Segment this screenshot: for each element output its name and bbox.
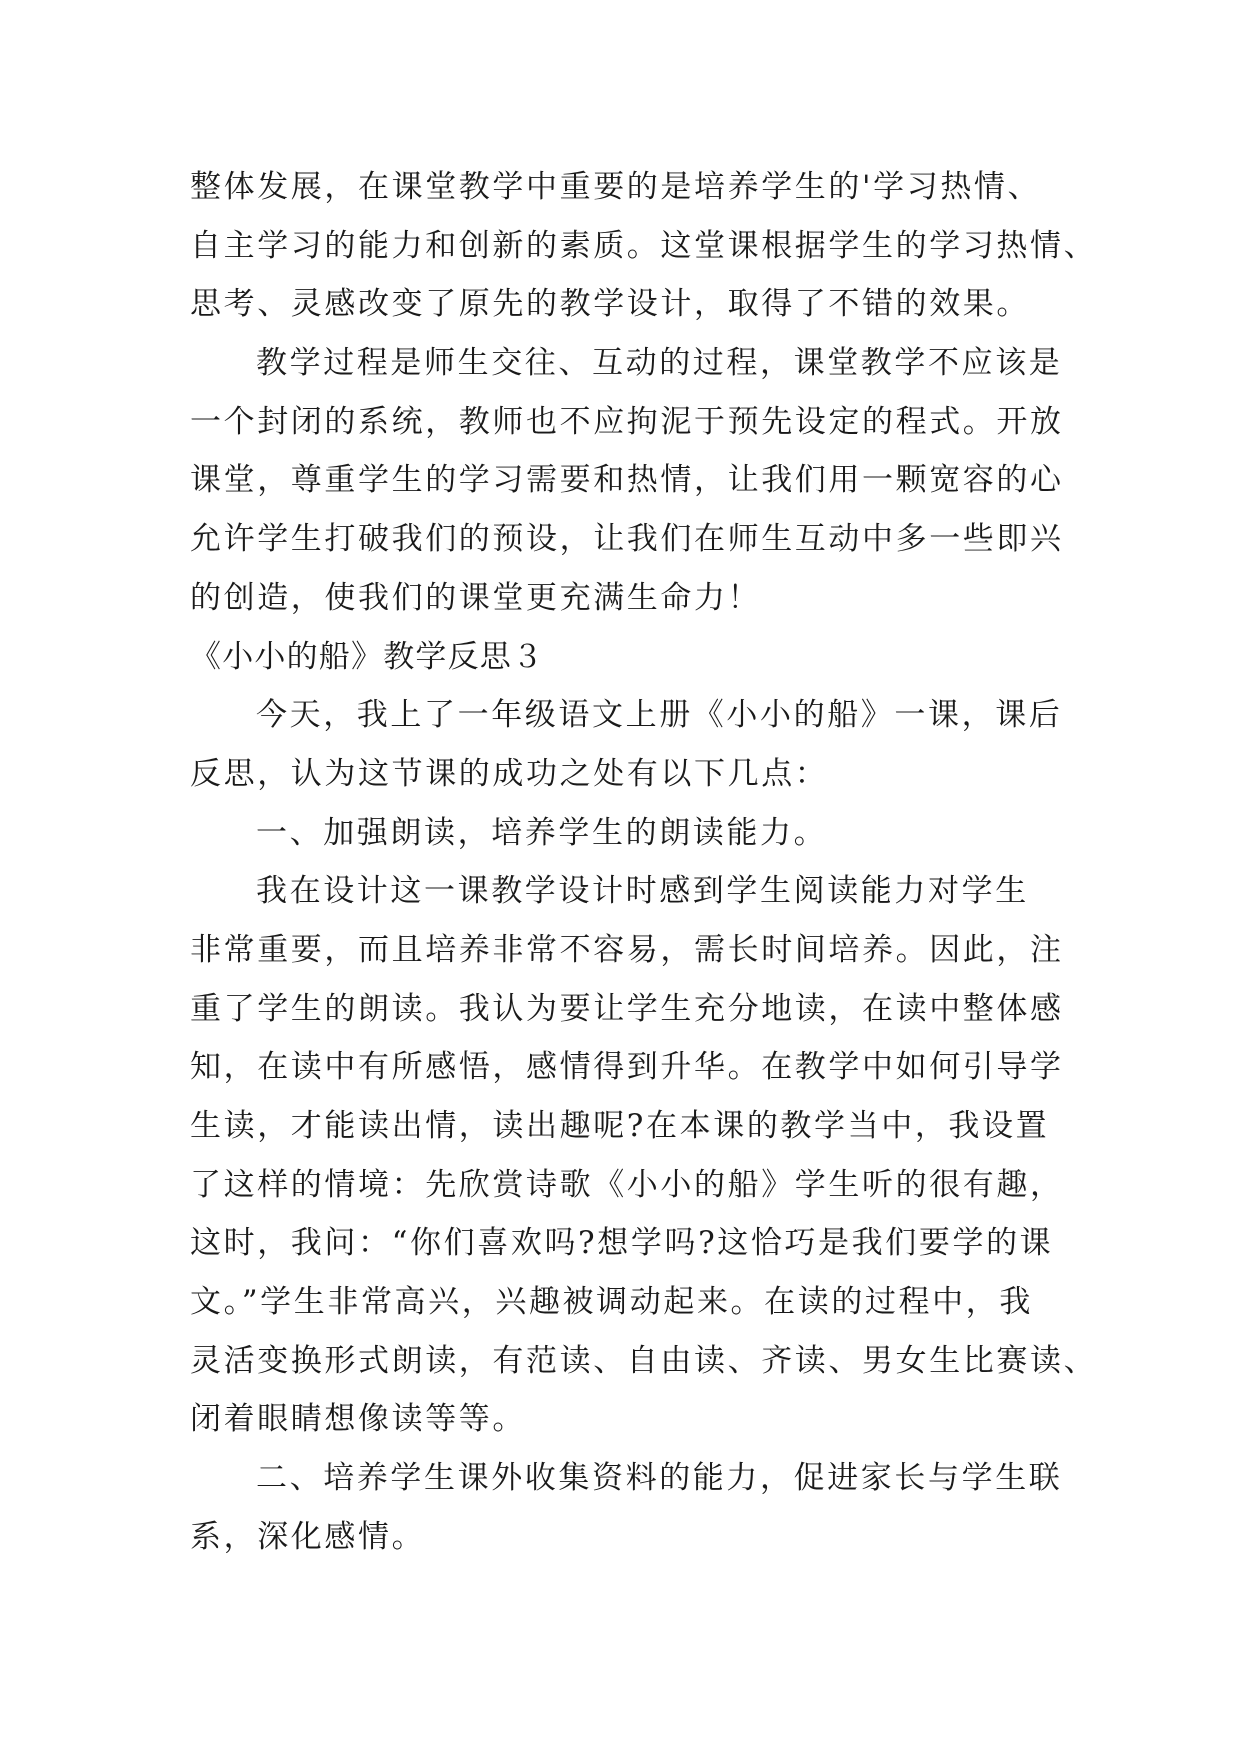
paragraph-line: 这时，我问：“你们喜欢吗?想学吗?这恰巧是我们要学的课	[190, 1225, 1054, 1262]
paragraph-line: 允许学生打破我们的预设，让我们在师生互动中多一些即兴	[190, 521, 1064, 558]
paragraph-line: 知，在读中有所感悟，感情得到升华。在教学中如何引导学	[190, 1049, 1064, 1086]
paragraph-line: 自主学习的能力和创新的素质。这堂课根据学生的学习热情、	[190, 227, 1098, 264]
paragraph-line: 生读，才能读出情，读出趣呢?在本课的教学当中，我设置	[190, 1108, 1050, 1144]
paragraph-line: 灵活变换形式朗读，有范读、自由读、齐读、男女生比赛读、	[190, 1342, 1098, 1379]
paragraph-line: 系，深化感情。	[190, 1518, 426, 1555]
paragraph-line: 教学过程是师生交往、互动的过程，课堂教学不应该是	[256, 345, 1063, 382]
document-body	[190, 158, 1098, 1567]
section-heading: 《小小的船》教学反思３	[190, 638, 545, 675]
paragraph-line: 课堂，尊重学生的学习需要和热情，让我们用一颗宽容的心	[190, 462, 1064, 499]
paragraph-line: 一个封闭的系统，教师也不应拘泥于预先设定的程式。开放	[190, 403, 1064, 440]
paragraph-line: 思考、灵感改变了原先的教学设计，取得了不错的效果。	[190, 286, 1030, 323]
paragraph-line: 的创造，使我们的课堂更充满生命力！	[190, 579, 762, 616]
paragraph-line: 了这样的情境：先欣赏诗歌《小小的船》学生听的很有趣，	[190, 1166, 1064, 1203]
paragraph-line: 一、加强朗读，培养学生的朗读能力。	[256, 814, 828, 851]
paragraph-line: 整体发展，在课堂教学中重要的是培养学生的'学习热情、	[190, 169, 1042, 205]
paragraph-line: 闭着眼睛想像读等等。	[190, 1401, 526, 1438]
paragraph-line: 反思，认为这节课的成功之处有以下几点：	[190, 755, 829, 792]
paragraph-line: 今天，我上了一年级语文上册《小小的船》一课，课后	[256, 697, 1063, 734]
paragraph-line: 文。”学生非常高兴，兴趣被调动起来。在读的过程中，我	[190, 1284, 1033, 1321]
paragraph-line: 我在设计这一课教学设计时感到学生阅读能力对学生	[256, 873, 1029, 910]
paragraph-line: 非常重要，而且培养非常不容易，需长时间培养。因此，注	[190, 931, 1064, 968]
paragraph-line: 二、培养学生课外收集资料的能力，促进家长与学生联	[256, 1460, 1063, 1497]
paragraph-line: 重了学生的朗读。我认为要让学生充分地读，在读中整体感	[190, 990, 1064, 1027]
